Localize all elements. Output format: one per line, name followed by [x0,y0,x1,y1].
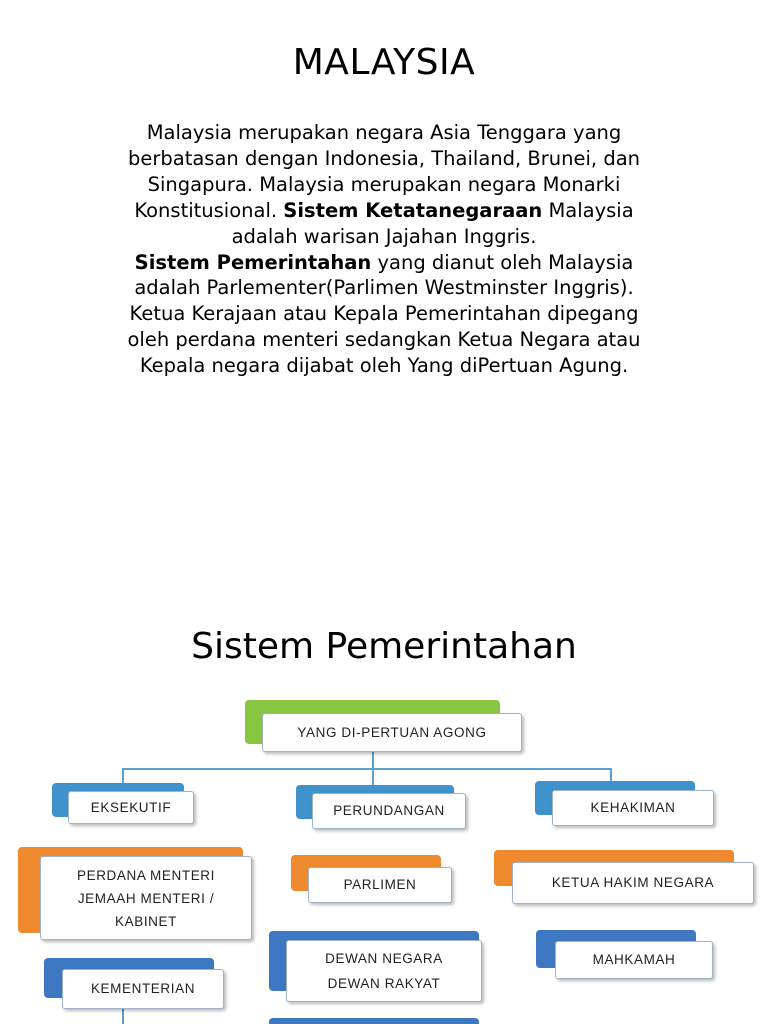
slide-title: Sistem Pemerintahan [191,626,577,667]
dewan-box [286,940,482,1002]
box-label: KEHAKIMAN [590,800,676,815]
slide-title: MALAYSIA [292,42,476,83]
yang-dipertuan-agong-box [262,713,522,752]
slide-2 [0,580,768,1024]
chief-justice-box [512,862,754,904]
paragraph-bold-2: Sistem Pemerintahan [134,250,372,274]
connector-line [122,768,612,770]
parliament-box [308,867,452,903]
box-label: KEMENTERIAN [90,981,196,996]
intro-paragraph [110,120,658,379]
box-label-line: DEWAN RAKYAT [327,976,441,991]
box-label: MAHKAMAH [592,952,676,967]
box-label-line: JEMAAH MENTERI / [77,890,215,906]
connector-line [372,750,374,769]
judiciary-header-box [552,790,714,826]
box-label-line: KABINET [115,913,177,929]
box-label: PERUNDANGAN [333,803,445,818]
box-label: EKSEKUTIF [90,799,172,815]
paragraph-text-3: yang dianut oleh Malaysia adalah Parlementer(Parlimen Westminster Inggris). Ketua Kerajaan atau Kepala Pemerintahan dipegang oleh perdana menteri sedangkan Ketua Negara atau Kepala negara dijabat oleh Yang diPertuan Agung. [127,250,641,378]
box-label: PARLIMEN [343,877,417,892]
paragraph-bold-1: Sistem Ketatanegaraan [283,198,543,222]
courts-box [555,941,713,979]
paragraph-text-1: Malaysia merupakan negara Asia Tenggara yang berbatasan dengan Indonesia, Thailand, Brunei, dan Singapura. Malaysia merupakan negara Monarki Konstitusional. [127,121,641,222]
prime-minister-box [40,856,252,940]
legislative-level3-tab [269,1018,479,1024]
legislative-header-box [312,793,466,829]
ministry-box [62,969,224,1009]
box-label: KETUA HAKIM NEGARA [551,875,715,890]
paragraph-text-2: Malaysia adalah warisan Jajahan Inggris. [231,198,634,248]
box-label: YANG DI-PERTUAN AGONG [297,724,487,740]
box-label-line: PERDANA MENTERI [76,867,216,883]
executive-header-box [68,791,194,824]
box-label-line: DEWAN NEGARA [325,951,443,966]
